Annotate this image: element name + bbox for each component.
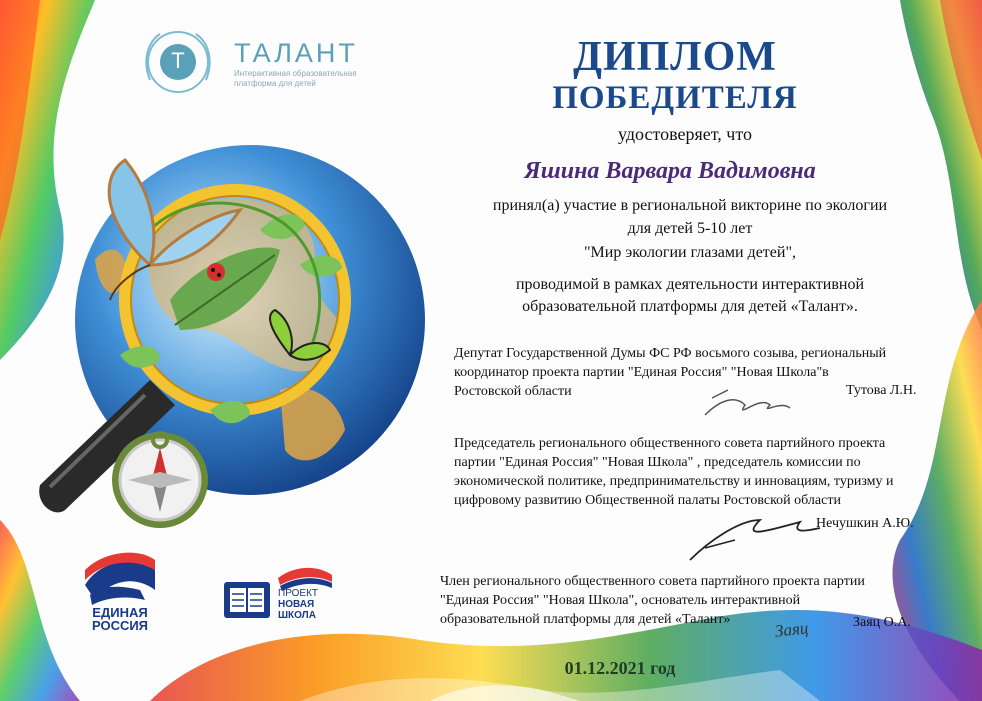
project-logo-line: НОВАЯ [278,599,315,610]
signatory-1-name: Тутова Л.Н. [846,383,917,398]
signatory-1-line: координатор проекта партии "Единая Россия" "Новая Школа"в [454,365,829,380]
diploma-title: ДИПЛОМ [573,34,777,80]
signatory-1-line: Ростовской области [454,384,572,399]
signatory-2-line: цифровому развитию Общественной палаты Ростовской области [454,493,841,508]
party-logo-line: ЕДИНАЯ [92,605,148,620]
party-logo-line: РОССИЯ [91,618,149,633]
contest-name: "Мир экологии глазами детей", [584,244,796,261]
issue-date: 01.12.2021 год [564,658,676,678]
talant-logo-subtitle: Интерактивная образовательная платформа для детей [234,69,357,88]
signatory-2-line: экономической политике, предпринимательству и инновациям, туризму и [454,474,894,489]
talant-logo-name: ТАЛАНТ [234,38,358,68]
signatory-2-line: Председатель регионального общественного совета партийного проекта [454,436,886,451]
body-line-5: образовательной платформы для детей «Талант». [522,298,858,315]
signatory-3-line: "Единая Россия" "Новая Школа", основатель интерактивной [440,593,801,608]
signature-handwritten-3: Заяц [774,618,810,641]
signatory-2-line: партии "Единая Россия" "Новая Школа" , председатель комиссии по [454,455,861,470]
recipient-name: Яшина Варвара Вадимовна [524,158,816,184]
party-logo [78,606,162,632]
body-line-2: для детей 5-10 лет [627,220,753,237]
body-line-4: проводимой в рамках деятельности интерактивной [515,276,865,293]
project-logo [278,588,318,621]
signatory-3-title [440,572,920,629]
signatory-3-line: Член регионального общественного совета партийного проекта партии [440,574,865,589]
project-logo-line: ШКОЛА [278,610,316,621]
certifies-text: удостоверяет, что [618,124,752,144]
signatory-3-line: образовательной платформы для детей «Талант» [440,612,731,627]
signatory-2-title [454,434,934,510]
talant-logo-letter: Т [171,48,185,73]
signatory-2-name: Нечушкин А.Ю. [816,516,914,531]
signatory-3-name: Заяц О.А. [853,615,911,630]
body-line-1: принял(а) участие в региональной викторине по экологии [492,197,888,214]
project-logo-line: ПРОЕКТ [278,588,319,599]
diploma-subtitle: ПОБЕДИТЕЛЯ [552,80,798,116]
signatory-1-line: Депутат Государственной Думы ФС РФ восьмого созыва, региональный [454,346,887,361]
